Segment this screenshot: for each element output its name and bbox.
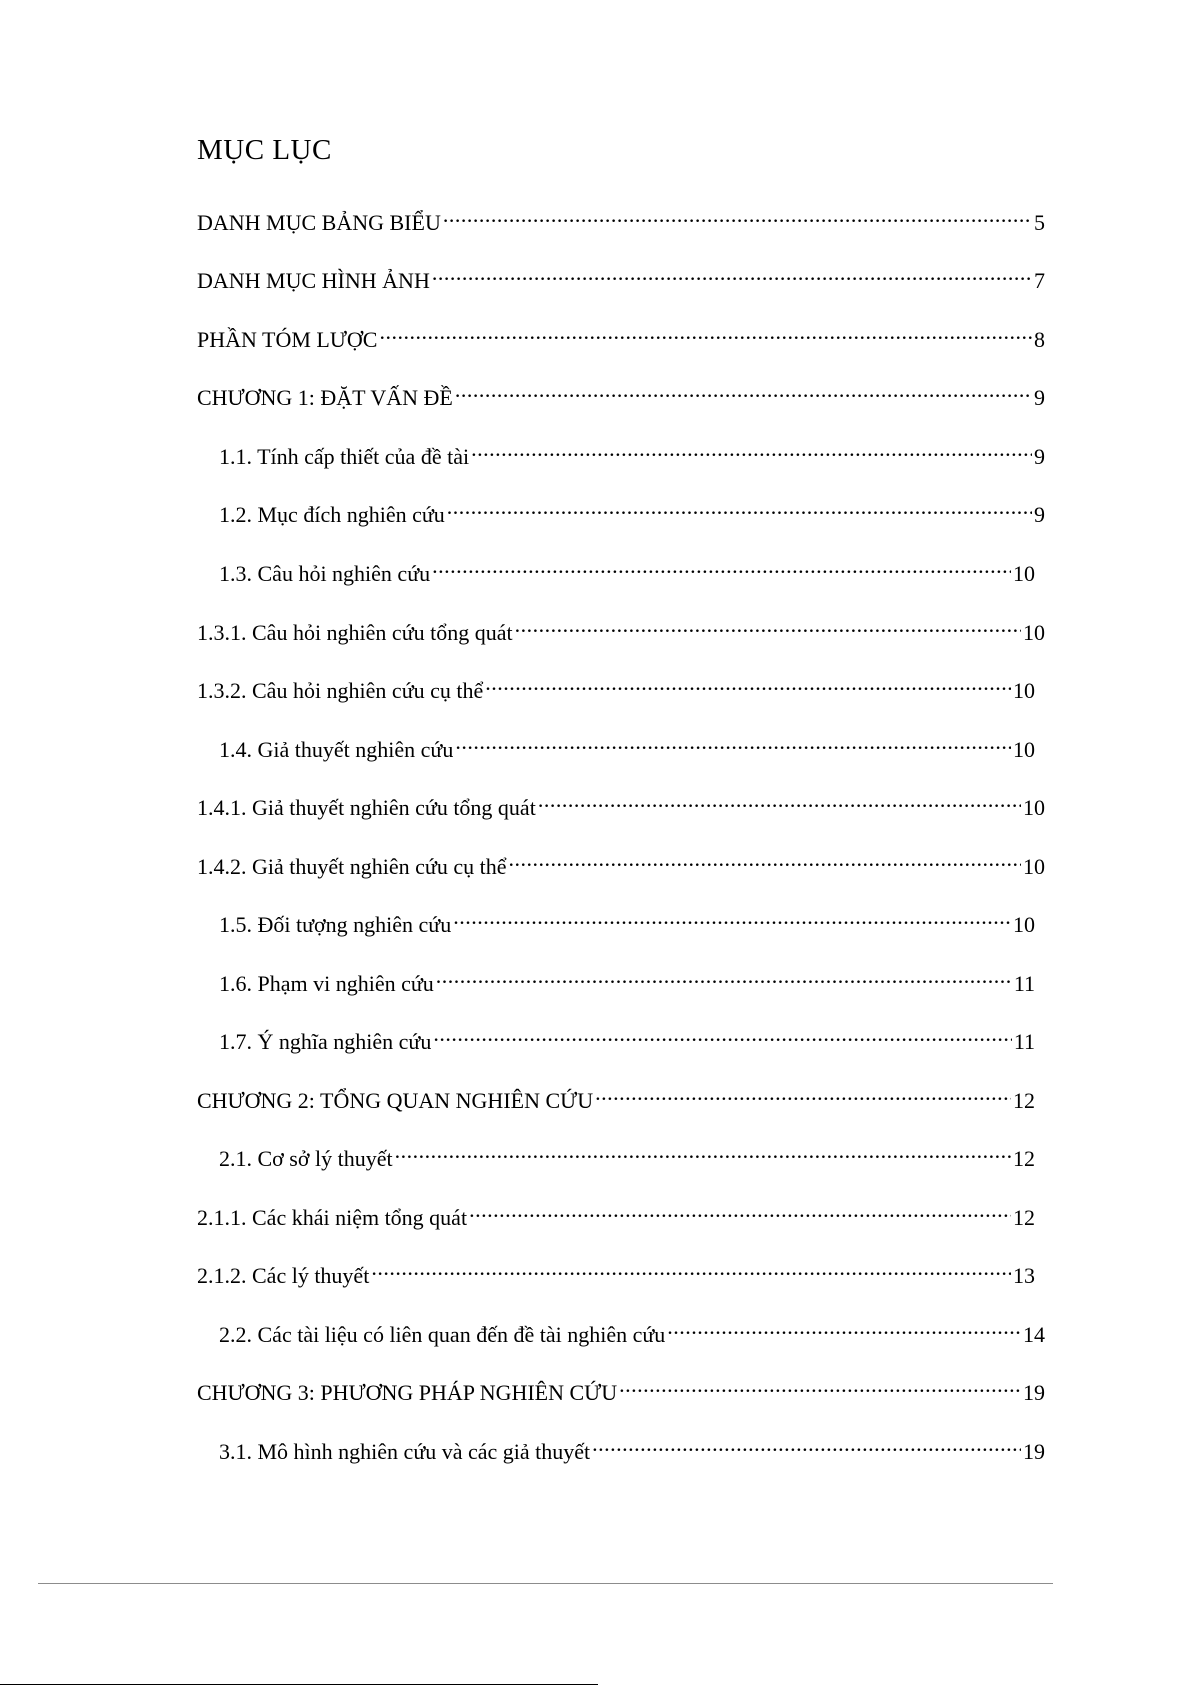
toc-entry-page: 19 bbox=[1023, 1380, 1045, 1405]
toc-entry-label: 1.3.1. Câu hỏi nghiên cứu tổng quát bbox=[197, 620, 513, 645]
toc-entry-label: 2.1.2. Các lý thuyết bbox=[197, 1263, 370, 1288]
toc-entry[interactable] bbox=[197, 1195, 1035, 1230]
footer-divider bbox=[38, 1583, 1053, 1584]
dot-leader bbox=[443, 200, 1032, 230]
toc-entry-page: 11 bbox=[1013, 1029, 1035, 1054]
dot-leader bbox=[538, 785, 1021, 815]
dot-leader bbox=[432, 551, 1011, 581]
toc-entry-page: 10 bbox=[1013, 737, 1035, 762]
toc-entry-label: 1.6. Phạm vi nghiên cứu bbox=[219, 971, 434, 996]
toc-entry-page: 9 bbox=[1034, 502, 1045, 527]
dot-leader bbox=[667, 1312, 1021, 1342]
toc-entry[interactable] bbox=[219, 434, 1045, 469]
dot-leader bbox=[595, 1078, 1011, 1108]
toc-entry[interactable] bbox=[219, 902, 1035, 937]
dot-leader bbox=[432, 258, 1032, 288]
toc-entry-label: DANH MỤC BẢNG BIỂU bbox=[197, 210, 441, 235]
toc-entry-page: 5 bbox=[1034, 210, 1045, 235]
dot-leader bbox=[592, 1429, 1021, 1459]
toc-entry-page: 9 bbox=[1034, 385, 1045, 410]
toc-entry[interactable] bbox=[219, 551, 1035, 586]
toc-entry-page: 8 bbox=[1034, 327, 1045, 352]
toc-entry[interactable] bbox=[197, 258, 1045, 293]
toc-entry-page: 7 bbox=[1034, 268, 1045, 293]
toc-entry-label: 1.7. Ý nghĩa nghiên cứu bbox=[219, 1029, 432, 1054]
toc-entry-page: 13 bbox=[1013, 1263, 1035, 1288]
toc-entry-page: 10 bbox=[1023, 795, 1045, 820]
dot-leader bbox=[395, 1136, 1011, 1166]
toc-entry-page: 12 bbox=[1013, 1205, 1035, 1230]
toc-entry-page: 10 bbox=[1023, 854, 1045, 879]
toc-entry-label: 1.3. Câu hỏi nghiên cứu bbox=[219, 561, 431, 586]
toc-entry-label: 2.1. Cơ sở lý thuyết bbox=[219, 1146, 393, 1171]
toc-entry-page: 14 bbox=[1023, 1322, 1045, 1347]
toc-entry-page: 11 bbox=[1013, 971, 1035, 996]
toc-entry-label: 2.1.1. Các khái niệm tổng quát bbox=[197, 1205, 468, 1230]
toc-entry-label: 1.4.2. Giả thuyết nghiên cứu cụ thể bbox=[197, 854, 507, 879]
dot-leader bbox=[469, 1195, 1011, 1225]
toc-entry-page: 19 bbox=[1023, 1439, 1045, 1464]
toc-entry-page: 12 bbox=[1013, 1088, 1035, 1113]
dot-leader bbox=[433, 1019, 1011, 1049]
toc-entry[interactable] bbox=[197, 317, 1045, 352]
toc-entry-page: 10 bbox=[1013, 561, 1035, 586]
dot-leader bbox=[508, 844, 1021, 874]
toc-entry[interactable] bbox=[219, 1312, 1045, 1347]
toc-entry-label: PHẦN TÓM LƯỢC bbox=[197, 327, 378, 352]
toc-entry-page: 9 bbox=[1034, 444, 1045, 469]
toc-entry[interactable] bbox=[197, 844, 1045, 879]
toc-entry[interactable] bbox=[219, 1136, 1035, 1171]
dot-leader bbox=[485, 668, 1011, 698]
toc-entry[interactable] bbox=[219, 492, 1045, 527]
dot-leader bbox=[619, 1370, 1021, 1400]
toc-entry[interactable] bbox=[219, 1019, 1035, 1054]
dot-leader bbox=[455, 375, 1032, 405]
toc-entry-label: 1.3.2. Câu hỏi nghiên cứu cụ thể bbox=[197, 678, 484, 703]
toc-entry[interactable] bbox=[219, 1429, 1045, 1464]
toc-entry-label: 1.5. Đối tượng nghiên cứu bbox=[219, 912, 452, 937]
dot-leader bbox=[471, 434, 1032, 464]
dot-leader bbox=[447, 492, 1032, 522]
toc-entry-page: 10 bbox=[1013, 678, 1035, 703]
dot-leader bbox=[436, 961, 1012, 991]
toc-entry[interactable] bbox=[197, 200, 1045, 235]
dot-leader bbox=[515, 610, 1021, 640]
toc-entry-label: DANH MỤC HÌNH ẢNH bbox=[197, 268, 430, 293]
toc-entry[interactable] bbox=[197, 375, 1045, 410]
toc-entry[interactable] bbox=[219, 727, 1035, 762]
toc-entry[interactable] bbox=[197, 1370, 1045, 1405]
toc-entry-label: CHƯƠNG 3: PHƯƠNG PHÁP NGHIÊN CỨU bbox=[197, 1380, 618, 1405]
toc-entry-label: 1.4.1. Giả thuyết nghiên cứu tổng quát bbox=[197, 795, 536, 820]
toc-entry[interactable] bbox=[197, 1078, 1035, 1113]
toc-entry[interactable] bbox=[219, 961, 1035, 996]
dot-leader bbox=[453, 902, 1011, 932]
dot-leader bbox=[371, 1253, 1011, 1283]
toc-entry-label: 1.1. Tính cấp thiết của đề tài bbox=[219, 444, 470, 469]
toc-title: MỤC LỤC bbox=[197, 134, 332, 166]
toc-entry[interactable] bbox=[197, 610, 1045, 645]
toc-entry-label: 1.2. Mục đích nghiên cứu bbox=[219, 502, 445, 527]
toc-entry-label: 2.2. Các tài liệu có liên quan đến đề tài nghiên cứu bbox=[219, 1322, 666, 1347]
dot-leader bbox=[455, 727, 1011, 757]
toc-entry-page: 12 bbox=[1013, 1146, 1035, 1171]
dot-leader bbox=[379, 317, 1032, 347]
toc-entry[interactable] bbox=[197, 1253, 1035, 1288]
toc-entry-label: 1.4. Giả thuyết nghiên cứu bbox=[219, 737, 454, 762]
toc-entry-page: 10 bbox=[1023, 620, 1045, 645]
toc-entry[interactable] bbox=[197, 785, 1045, 820]
toc-entry-label: CHƯƠNG 2: TỔNG QUAN NGHIÊN CỨU bbox=[197, 1088, 594, 1113]
toc-entry-label: 3.1. Mô hình nghiên cứu và các giả thuyết bbox=[219, 1439, 591, 1464]
toc-entry-page: 10 bbox=[1013, 912, 1035, 937]
toc-entry-label: CHƯƠNG 1: ĐẶT VẤN ĐỀ bbox=[197, 385, 453, 410]
toc-entry[interactable] bbox=[197, 668, 1035, 703]
